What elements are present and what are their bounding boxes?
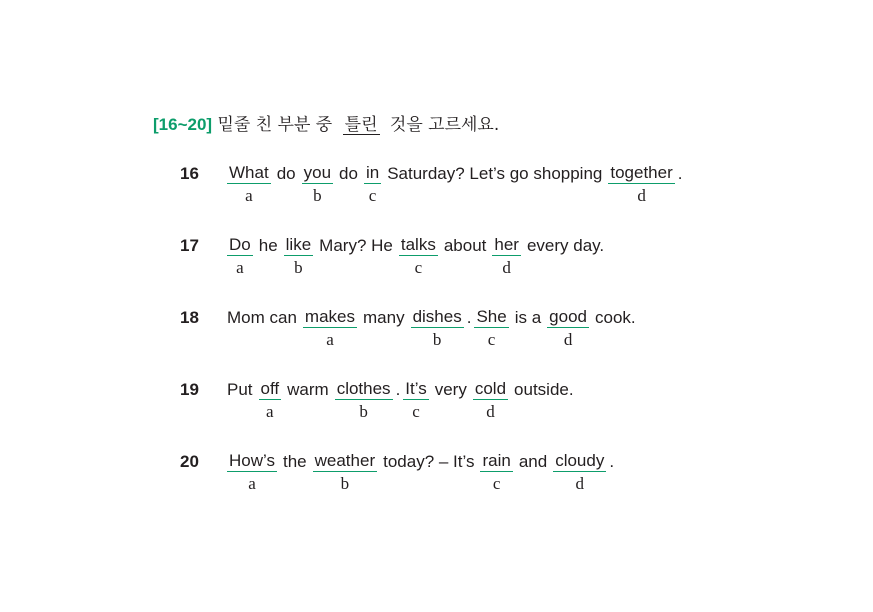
option-word: in (365, 163, 380, 182)
option-word: clothes (336, 379, 391, 398)
underlined-option-d (553, 451, 606, 493)
underlined-option-a (259, 379, 282, 421)
sentence-text: outside. (514, 380, 574, 399)
underlined-option-d (492, 235, 521, 277)
option-word: you (303, 163, 332, 182)
option-label: b (313, 186, 322, 205)
sentence-text: warm (287, 380, 329, 399)
option-word: rain (482, 451, 511, 470)
option-label: d (502, 258, 511, 277)
sentence-text: very (434, 380, 467, 399)
underlined-option-c (474, 307, 508, 349)
option-word: off (260, 379, 280, 398)
option-label: c (368, 186, 377, 205)
question-range: [16~20] (153, 115, 213, 134)
option-label: a (248, 474, 256, 493)
option-label: c (412, 402, 420, 421)
sentence-text: is a (514, 308, 542, 327)
option-word: It’s (405, 379, 427, 398)
sentence-text: Mary? He (319, 236, 393, 255)
option-label: b (359, 402, 368, 421)
option-word: makes (304, 307, 355, 326)
option-label: c (414, 258, 423, 277)
underlined-option-d (473, 379, 508, 421)
underlined-option-b (313, 451, 377, 493)
option-word: Do (229, 235, 251, 254)
option-word: She (476, 307, 507, 326)
option-word: weather (314, 451, 376, 470)
option-word: cold (474, 379, 507, 398)
punctuation: . (677, 164, 683, 183)
question-16 (180, 163, 780, 213)
question-18 (180, 307, 780, 357)
option-label: d (563, 330, 573, 349)
sentence-text: do (276, 164, 296, 183)
underlined-option-a (227, 451, 277, 493)
sentence-text: Mom can (227, 308, 297, 327)
option-label: d (486, 402, 495, 421)
underlined-option-a (303, 307, 357, 349)
underlined-option-c (364, 163, 381, 205)
instruction-keyword: 틀린 (344, 115, 378, 135)
question-sentence (224, 379, 577, 421)
question-number: 16 (180, 164, 199, 183)
option-word: her (494, 235, 519, 254)
option-word: What (229, 163, 269, 182)
question-number: 18 (180, 308, 199, 327)
punctuation: . (395, 380, 401, 399)
option-label: a (266, 402, 274, 421)
question-sentence (224, 235, 607, 277)
option-label: b (294, 258, 303, 277)
underlined-option-c (399, 235, 438, 277)
question-20 (180, 451, 780, 501)
option-label: b (432, 330, 442, 349)
underlined-option-c (403, 379, 428, 421)
underlined-option-b (284, 235, 314, 277)
sentence-text: cook. (595, 308, 636, 327)
instruction-line (153, 114, 499, 136)
instruction-text-after: 것을 고르세요. (389, 115, 500, 135)
punctuation: . (609, 452, 615, 471)
underlined-option-b (411, 307, 464, 349)
sentence-text: Put (227, 380, 253, 399)
question-sentence (224, 451, 615, 493)
option-word: like (285, 235, 312, 254)
underlined-option-a (227, 163, 271, 205)
option-label: c (492, 474, 501, 493)
punctuation: . (466, 308, 472, 327)
option-label: b (340, 474, 350, 493)
sentence-text: and (518, 452, 548, 471)
option-label: d (575, 474, 585, 493)
sentence-text: the (282, 452, 307, 471)
question-sentence (224, 307, 639, 349)
option-word: cloudy (555, 451, 605, 470)
underlined-option-a (227, 235, 253, 277)
option-word: dishes (412, 307, 462, 326)
underlined-option-b (302, 163, 333, 205)
option-word: How’s (229, 451, 275, 470)
question-sentence (224, 163, 683, 205)
option-label: c (487, 330, 496, 349)
underlined-option-d (608, 163, 674, 205)
sentence-text: do (339, 164, 358, 183)
sentence-text: many (363, 308, 405, 327)
question-19 (180, 379, 780, 429)
underlined-option-b (335, 379, 393, 421)
question-number: 20 (180, 452, 199, 471)
sentence-text: Saturday? Let’s go shopping (387, 164, 603, 183)
option-label: a (326, 330, 334, 349)
instruction-text-before: 밑줄 친 부분 중 (217, 115, 333, 135)
underlined-option-d (547, 307, 589, 349)
sentence-text: he (258, 236, 278, 255)
underlined-option-c (480, 451, 512, 493)
sentence-text: every day. (526, 236, 605, 255)
question-number: 19 (180, 380, 199, 399)
sentence-text: about (443, 236, 487, 255)
question-number: 17 (180, 236, 199, 255)
option-word: good (549, 307, 587, 326)
option-word: talks (400, 235, 436, 254)
option-word: together (610, 163, 673, 182)
option-label: d (637, 186, 646, 205)
question-17 (180, 235, 780, 285)
option-label: a (236, 258, 244, 277)
option-label: a (245, 186, 253, 205)
sentence-text: today? – It’s (383, 452, 475, 471)
